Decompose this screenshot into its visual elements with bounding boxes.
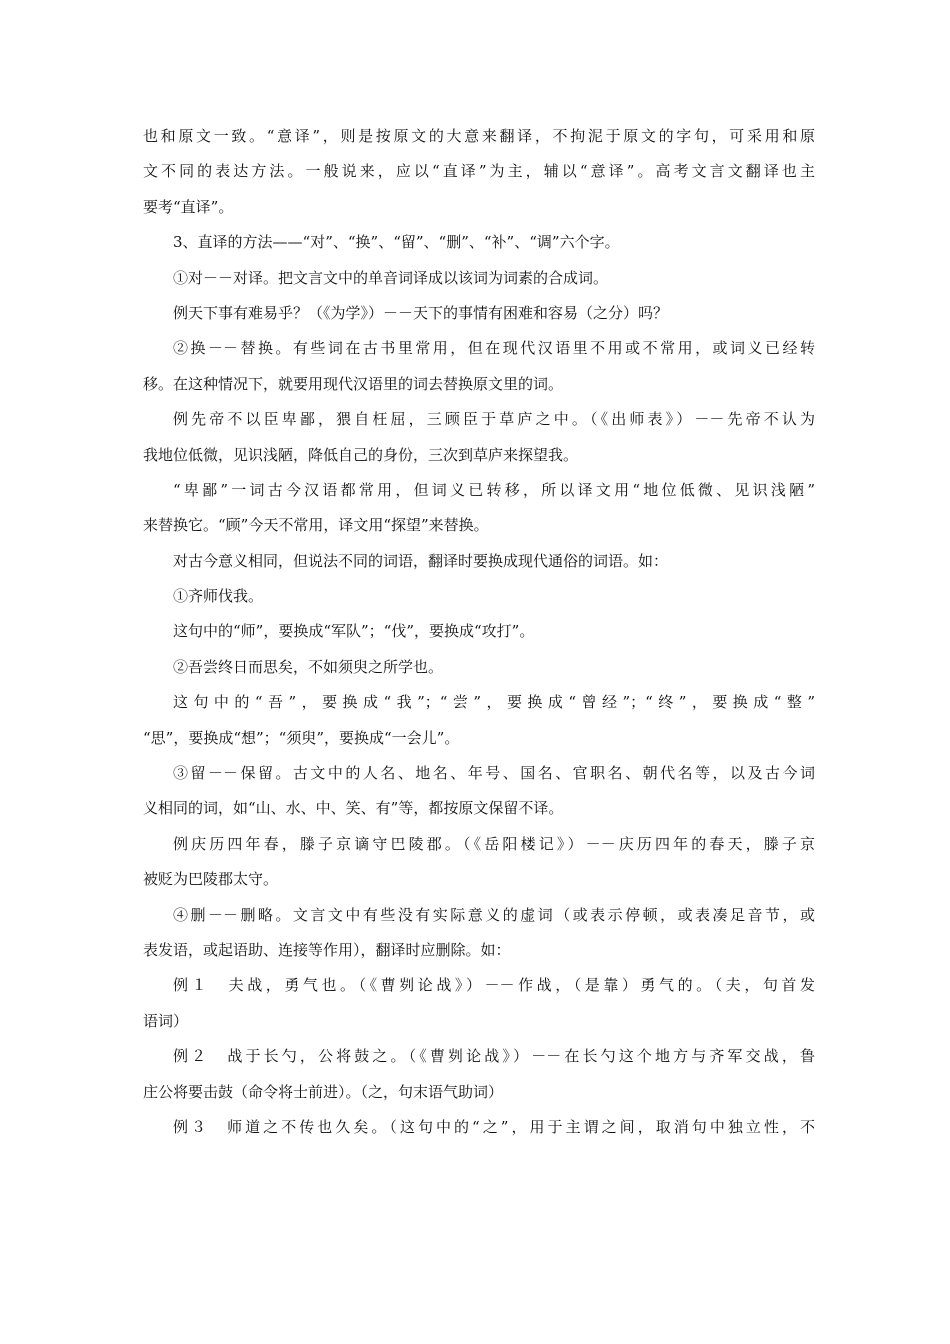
text-line-18: “思”，要换成“想”；“须臾”，要换成“一会儿”。 bbox=[143, 728, 460, 747]
text-line-5: ①对－－对译。把文言文中的单音词译成以该词为词素的合成词。 bbox=[173, 268, 609, 287]
text-line-10: 我地位低微，见识浅陋，降低自己的身份，三次到草庐来探望我。 bbox=[143, 445, 579, 464]
text-line-9: 例先帝不以臣卑鄙，猥自枉屈，三顾臣于草庐之中。（《出师表》）－－先帝不认为 bbox=[173, 410, 815, 429]
text-line-11: “卑鄙”一词古今汉语都常用，但词义已转移，所以译文用“地位低微、见识浅陋” bbox=[173, 480, 815, 499]
text-line-1: 也和原文一致。“意译”，则是按原文的大意来翻译，不拘泥于原文的字句，可采用和原 bbox=[143, 127, 815, 145]
text-line-19: ③留－－保留。古文中的人名、地名、年号、国名、官职名、朝代名等，以及古今词 bbox=[173, 764, 815, 783]
text-line-24: 表发语，或起语助、连接等作用），翻译时应删除。如： bbox=[143, 940, 511, 959]
text-line-3: 要考“直译”。 bbox=[143, 197, 234, 216]
text-line-14: ①齐师伐我。 bbox=[173, 587, 264, 606]
text-line-29: 例３ 师道之不传也久矣。（这句中的“之”，用于主谓之间，取消句中独立性，不 bbox=[173, 1117, 815, 1136]
text-line-23: ④删－－删略。文言文中有些没有实际意义的虚词（或表示停顿，或表凑足音节，或 bbox=[173, 905, 815, 924]
text-line-8: 移。在这种情况下，就要用现代汉语里的词去替换原文里的词。 bbox=[143, 374, 564, 393]
text-line-28: 庄公将要击鼓（命令将士前进）。（之，句末语气助词） bbox=[143, 1082, 504, 1101]
text-line-2: 文不同的表达方法。一般说来，应以“直译”为主，辅以“意译”。高考文言文翻译也主 bbox=[143, 162, 815, 181]
document-body bbox=[143, 119, 815, 1145]
text-line-21: 例庆历四年春，滕子京谪守巴陵郡。（《岳阳楼记》）－－庆历四年的春天，滕子京 bbox=[173, 834, 815, 853]
text-line-27: 例２ 战于长勺，公将鼓之。（《曹刿论战》）－－在长勺这个地方与齐军交战，鲁 bbox=[173, 1047, 815, 1066]
text-line-7: ②换－－替换。有些词在古书里常用，但在现代汉语里不用或不常用，或词义已经转 bbox=[173, 339, 815, 358]
text-line-16: ②吾尝终日而思矣，不如须臾之所学也。 bbox=[173, 657, 444, 676]
text-line-26: 语词） bbox=[143, 1011, 189, 1030]
text-line-25: 例１ 夫战，勇气也。（《曹刿论战》）－－作战，（是靠）勇气的。（夫，句首发 bbox=[173, 976, 815, 995]
text-line-6: 例天下事有难易乎？（《为学》）－－天下的事情有困难和容易（之分）吗？ bbox=[173, 303, 669, 322]
text-line-17: 这句中的“吾”，要换成“我”；“尝”，要换成“曾经”；“终”，要换成“整” bbox=[173, 693, 815, 712]
text-line-15: 这句中的“师”，要换成“军队”；“伐”，要换成“攻打”。 bbox=[173, 622, 535, 641]
text-line-22: 被贬为巴陵郡太守。 bbox=[143, 870, 279, 889]
text-line-13: 对古今意义相同，但说法不同的词语，翻译时要换成现代通俗的词语。如： bbox=[173, 551, 669, 570]
text-line-12: 来替换它。“顾”今天不常用，译文用“探望”来替换。 bbox=[143, 516, 489, 535]
text-line-4: 3、直译的方法——“对”、“换”、“留”、“删”、“补”、“调”六个字。 bbox=[173, 233, 620, 252]
text-line-20: 义相同的词，如“山、水、中、笑、有”等，都按原文保留不译。 bbox=[143, 799, 564, 818]
